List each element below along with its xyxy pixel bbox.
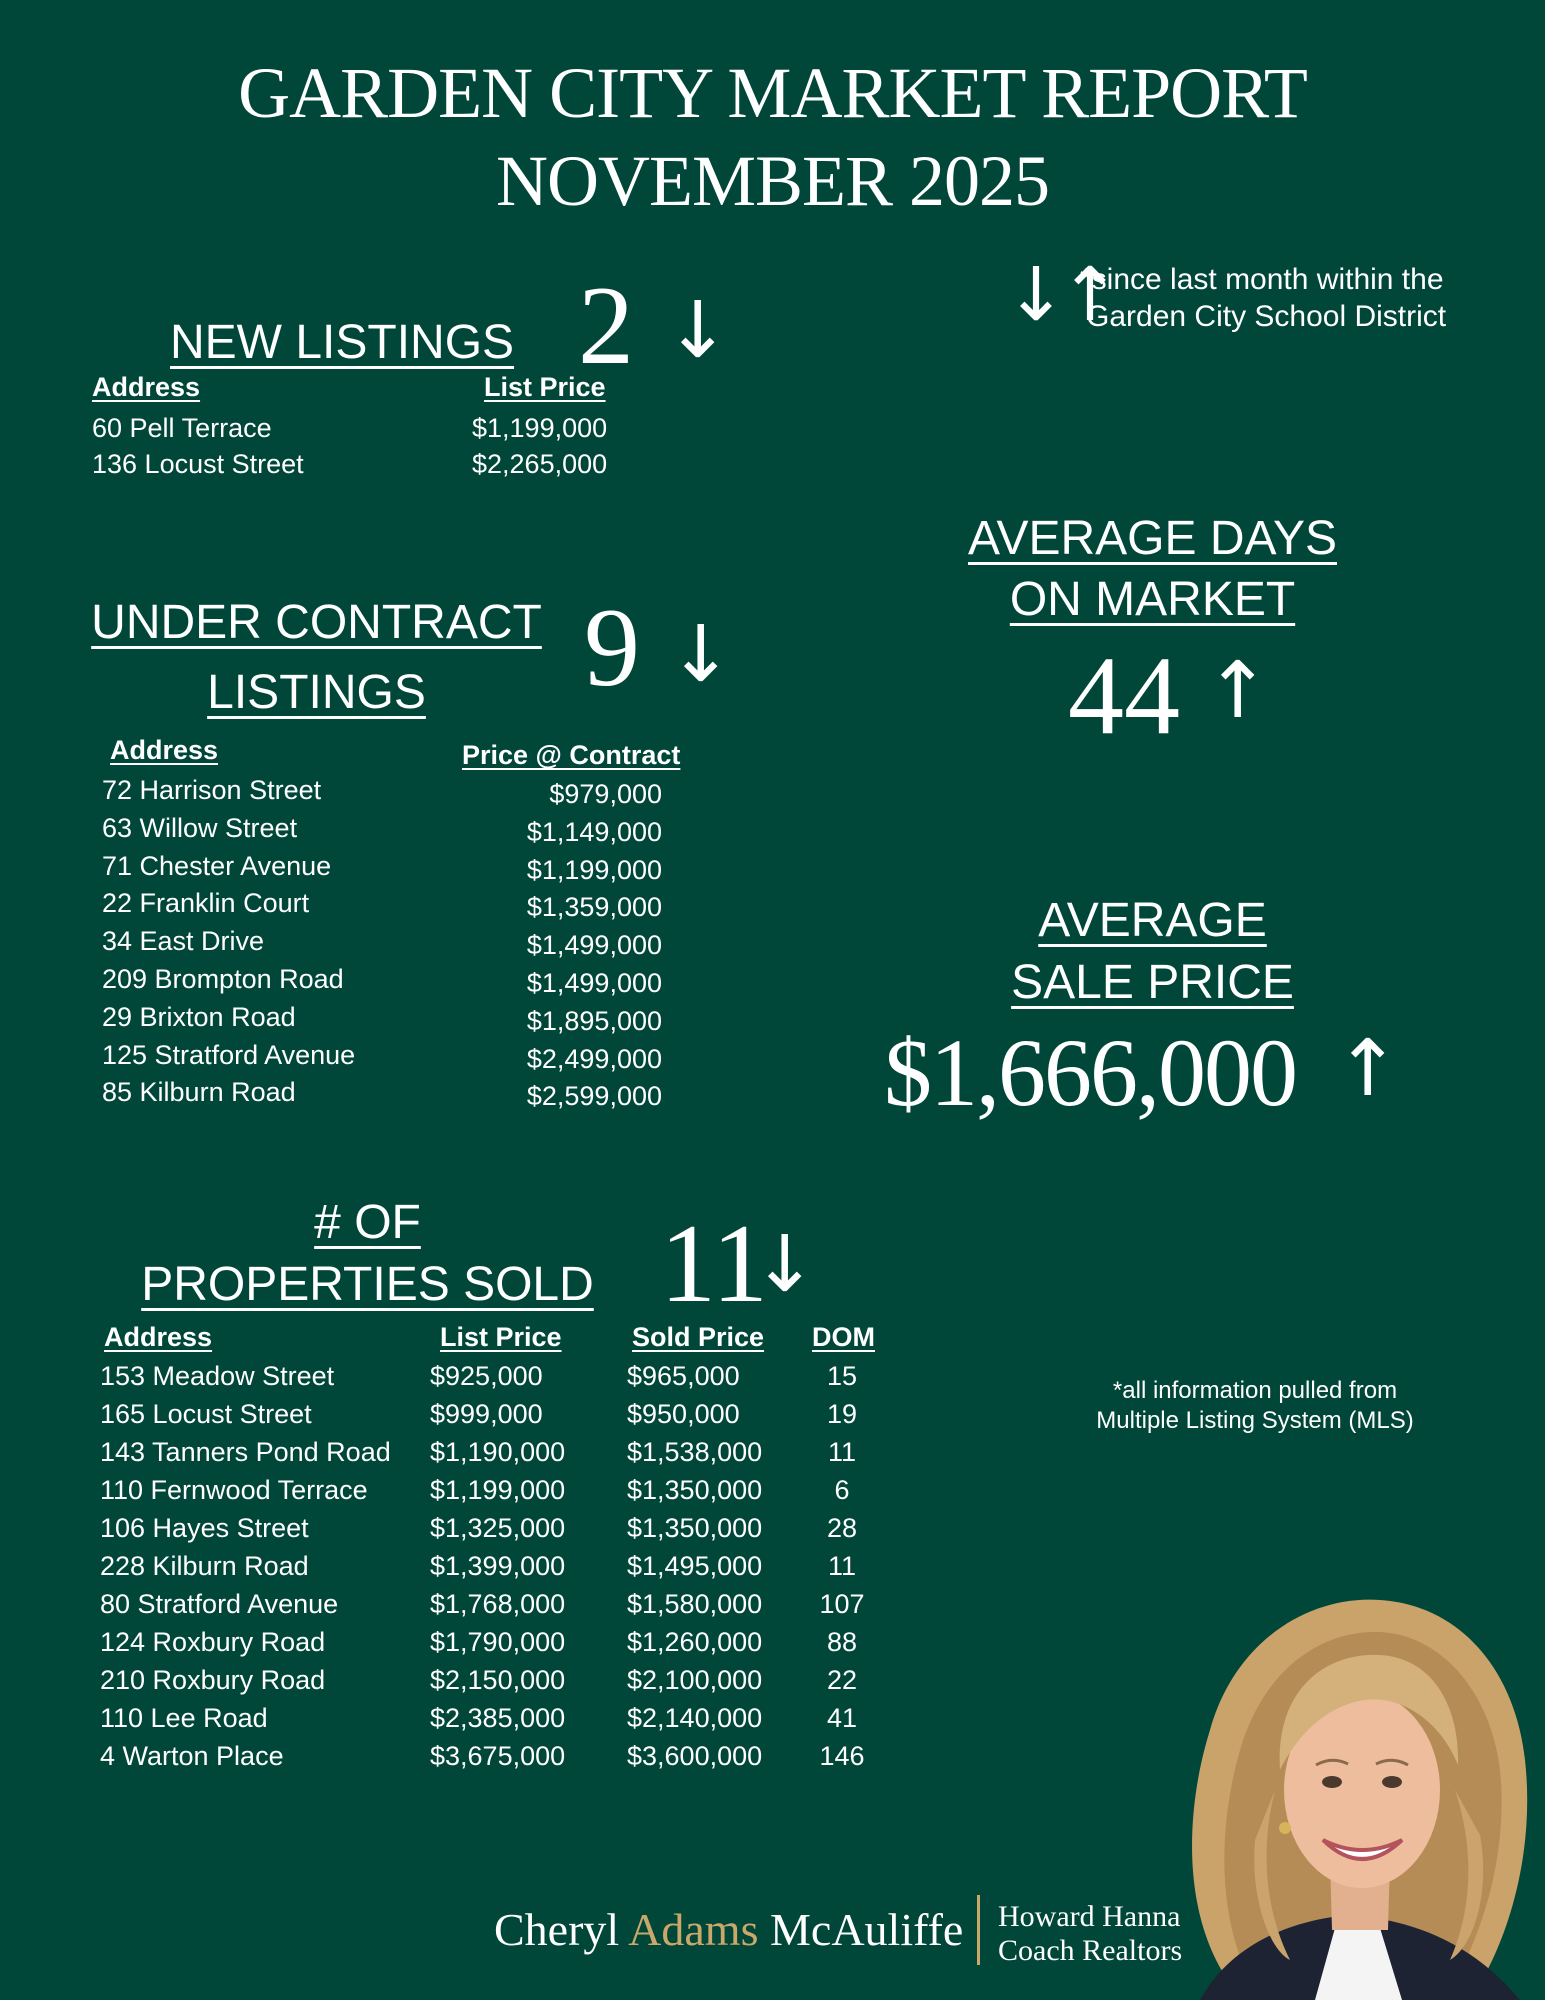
report-title-line1: GARDEN CITY MARKET REPORT: [238, 53, 1307, 133]
address-cell: 22 Franklin Court: [102, 888, 310, 919]
new-listings-down-arrow-icon: ↓: [665, 286, 731, 376]
table-row: [92, 446, 652, 484]
price-cell: $1,499,000: [526, 930, 662, 961]
sold-price-cell: $2,140,000: [627, 1703, 763, 1733]
table-row: [102, 1037, 662, 1075]
sold-price-cell: $3,600,000: [627, 1741, 763, 1771]
brokerage-line2: Coach Realtors: [998, 1934, 1183, 1967]
list-price-cell: $3,675,000: [430, 1741, 566, 1771]
avg-days-heading-line2: ON MARKET: [1009, 573, 1296, 626]
table-row: [100, 1472, 890, 1510]
list-price-cell: $1,768,000: [430, 1589, 566, 1619]
price-cell: $1,199,000: [472, 413, 608, 443]
table-row: [102, 885, 662, 923]
table-row: [100, 1586, 890, 1624]
agent-photo: [1140, 1560, 1545, 2000]
table-row: [92, 410, 652, 448]
sold-price-cell: $1,495,000: [627, 1551, 763, 1581]
new-listings-price-header: List Price: [484, 372, 606, 402]
dom-cell: 107: [819, 1589, 865, 1619]
table-row: [102, 961, 662, 999]
address-cell: 34 East Drive: [102, 926, 265, 957]
avg-days-value: 44: [1068, 634, 1180, 758]
sold-dom-header: DOM: [812, 1322, 875, 1352]
price-cell: $1,499,000: [526, 968, 662, 998]
price-cell: $1,895,000: [526, 1005, 662, 1036]
address-cell: 136 Locust Street: [92, 449, 304, 479]
address-cell: 63 Willow Street: [102, 812, 298, 843]
sold-price-cell: $965,000: [627, 1361, 740, 1391]
price-cell: $2,499,000: [526, 1043, 662, 1074]
avg-days-up-arrow-icon: ↑: [1205, 646, 1271, 736]
dom-cell: 88: [826, 1627, 858, 1657]
price-cell: $1,199,000: [526, 854, 662, 885]
avg-days-heading-line1: AVERAGE DAYS: [968, 512, 1337, 565]
under-contract-down-arrow-icon: ↓: [668, 610, 734, 700]
agent-first-name: Cheryl: [494, 1904, 620, 1955]
avg-price-heading-line1: AVERAGE: [1038, 894, 1267, 947]
sold-count: 11: [660, 1202, 768, 1326]
sold-down-arrow-icon: ↓: [752, 1220, 818, 1310]
sold-price-cell: $2,100,000: [627, 1665, 763, 1695]
dom-cell: 15: [826, 1361, 858, 1391]
list-price-cell: $1,399,000: [430, 1551, 566, 1581]
list-price-cell: $999,000: [430, 1399, 543, 1429]
under-contract-heading-line2: LISTINGS: [207, 666, 426, 719]
report-title-line2: NOVEMBER 2025: [495, 141, 1049, 221]
address-cell: 80 Stratford Avenue: [100, 1589, 339, 1619]
address-cell: 4 Warton Place: [100, 1741, 284, 1771]
table-row: [102, 772, 662, 810]
list-price-cell: $2,150,000: [430, 1665, 566, 1695]
address-cell: 143 Tanners Pond Road: [100, 1437, 391, 1467]
address-cell: 165 Locust Street: [100, 1399, 312, 1429]
table-row: [102, 848, 662, 886]
dom-cell: 41: [826, 1703, 858, 1733]
mls-note-line2: Multiple Listing System (MLS): [1096, 1407, 1414, 1434]
agent-middle-name: Adams: [628, 1904, 759, 1955]
sold-price-cell: $1,580,000: [627, 1589, 763, 1619]
table-row: [100, 1396, 890, 1434]
list-price-cell: $1,790,000: [430, 1627, 566, 1657]
address-cell: 153 Meadow Street: [100, 1361, 335, 1391]
table-row: [102, 810, 662, 848]
address-cell: 110 Fernwood Terrace: [100, 1475, 368, 1505]
address-cell: 106 Hayes Street: [100, 1513, 309, 1543]
sold-heading-line2: PROPERTIES SOLD: [141, 1258, 594, 1311]
table-row: [102, 999, 662, 1037]
table-row: [100, 1358, 890, 1396]
dom-cell: 6: [834, 1475, 850, 1505]
table-row: [100, 1510, 890, 1548]
avg-price-heading-line2: SALE PRICE: [1011, 956, 1294, 1009]
sold-price-cell: $1,350,000: [627, 1475, 763, 1505]
address-cell: 29 Brixton Road: [102, 1001, 296, 1032]
address-cell: 125 Stratford Avenue: [102, 1039, 356, 1070]
dom-cell: 11: [827, 1551, 857, 1581]
table-row: [102, 1074, 662, 1112]
under-contract-heading-line1: UNDER CONTRACT: [91, 596, 542, 649]
address-cell: 124 Roxbury Road: [100, 1627, 326, 1657]
address-cell: 85 Kilburn Road: [102, 1077, 296, 1108]
trend-arrows-icon: ↓↑: [1005, 252, 1114, 338]
agent-last-name: McAuliffe: [770, 1904, 964, 1955]
table-row: [100, 1738, 890, 1776]
table-row: [100, 1434, 890, 1472]
sold-address-header: Address: [104, 1322, 213, 1352]
legend-note-line2: Garden City School District: [1086, 300, 1447, 333]
address-cell: 72 Harrison Street: [102, 775, 322, 805]
list-price-cell: $2,385,000: [430, 1703, 566, 1733]
sold-price-cell: $1,538,000: [627, 1437, 763, 1467]
sold-price-cell: $1,350,000: [627, 1513, 763, 1543]
sold-price-cell: $1,260,000: [627, 1627, 763, 1657]
footer-divider: [977, 1895, 980, 1965]
avg-price-value: $1,666,000: [884, 1019, 1296, 1126]
table-row: [100, 1662, 890, 1700]
address-cell: 209 Brompton Road: [102, 964, 344, 994]
new-listings-heading: NEW LISTINGS: [170, 316, 515, 369]
brokerage-line1: Howard Hanna: [998, 1900, 1181, 1933]
agent-name: [494, 1902, 963, 1958]
under-contract-price-header: Price @ Contract: [462, 740, 681, 770]
list-price-cell: $1,199,000: [430, 1475, 566, 1505]
mls-note-line1: *all information pulled from: [1112, 1377, 1398, 1404]
dom-cell: 22: [826, 1665, 858, 1695]
avg-price-up-arrow-icon: ↑: [1335, 1024, 1401, 1114]
table-row: [100, 1548, 890, 1586]
new-listings-address-header: Address: [92, 372, 201, 402]
sold-heading-line1: # OF: [314, 1196, 421, 1249]
address-cell: 228 Kilburn Road: [100, 1551, 309, 1581]
dom-cell: 146: [819, 1741, 865, 1771]
under-contract-count: 9: [584, 586, 640, 710]
list-price-cell: $1,190,000: [430, 1437, 566, 1467]
dom-cell: 28: [826, 1513, 858, 1543]
address-cell: 110 Lee Road: [100, 1703, 268, 1733]
address-cell: 71 Chester Avenue: [102, 850, 332, 881]
table-row: [100, 1624, 890, 1662]
legend-note-line1: *since last month within the: [1080, 263, 1444, 296]
price-cell: $979,000: [549, 779, 662, 809]
table-row: [102, 923, 662, 961]
sold-list-price-header: List Price: [440, 1322, 562, 1352]
price-cell: $1,359,000: [526, 892, 662, 923]
dom-cell: 11: [827, 1437, 857, 1467]
address-cell: 210 Roxbury Road: [100, 1665, 326, 1695]
sold-price-cell: $950,000: [627, 1399, 740, 1429]
new-listings-count: 2: [578, 264, 634, 388]
under-contract-address-header: Address: [110, 735, 219, 765]
price-cell: $2,265,000: [472, 449, 608, 479]
sold-sold-price-header: Sold Price: [632, 1322, 765, 1352]
price-cell: $1,149,000: [526, 816, 662, 847]
list-price-cell: $925,000: [430, 1361, 543, 1391]
list-price-cell: $1,325,000: [430, 1513, 566, 1543]
address-cell: 60 Pell Terrace: [92, 413, 272, 443]
dom-cell: 19: [826, 1399, 858, 1429]
table-row: [100, 1700, 890, 1738]
price-cell: $2,599,000: [526, 1081, 662, 1112]
